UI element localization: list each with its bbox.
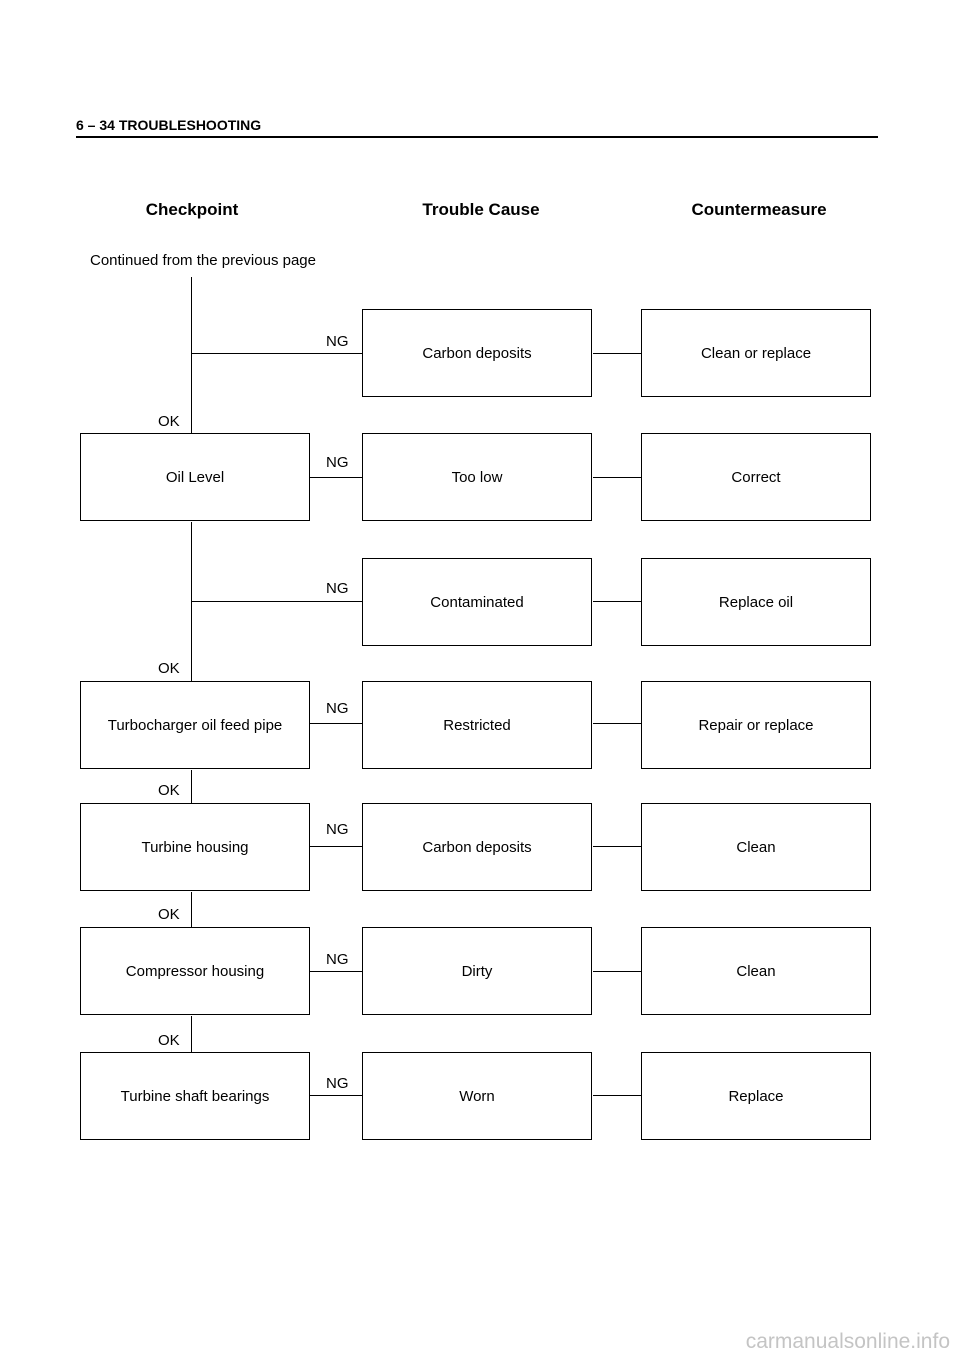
ng-label: NG	[326, 821, 349, 838]
ng-connector	[310, 971, 363, 972]
checkpoint-box	[80, 433, 310, 521]
countermeasure-text: Clean	[736, 838, 776, 856]
ng-connector	[191, 353, 363, 354]
header-rule	[76, 136, 878, 138]
trunk-line	[191, 522, 192, 682]
ng-connector	[310, 477, 363, 478]
cause-box	[362, 558, 592, 646]
measure-connector	[593, 1095, 642, 1096]
countermeasure-text: Replace	[728, 1087, 784, 1105]
measure-connector	[593, 601, 642, 602]
countermeasure-box	[641, 681, 871, 769]
cause-box	[362, 1052, 592, 1140]
checkpoint-text: Turbocharger oil feed pipe	[107, 716, 283, 734]
trunk-line	[191, 277, 192, 434]
cause-text: Too low	[451, 468, 503, 486]
countermeasure-box	[641, 1052, 871, 1140]
cause-text: Carbon deposits	[422, 838, 532, 856]
checkpoint-text: Compressor housing	[125, 962, 265, 980]
countermeasure-box	[641, 927, 871, 1015]
trunk-line	[191, 892, 192, 928]
measure-connector	[593, 971, 642, 972]
countermeasure-box	[641, 433, 871, 521]
checkpoint-text: Turbine housing	[141, 838, 249, 856]
measure-connector	[593, 477, 642, 478]
checkpoint-text: Oil Level	[165, 468, 225, 486]
countermeasure-text: Clean or replace	[700, 344, 812, 362]
cause-box	[362, 681, 592, 769]
ng-connector	[310, 846, 363, 847]
ng-label: NG	[326, 700, 349, 717]
cause-box	[362, 433, 592, 521]
countermeasure-text: Clean	[736, 962, 776, 980]
ng-connector	[310, 1095, 363, 1096]
ng-connector	[191, 601, 363, 602]
ng-label: NG	[326, 951, 349, 968]
cause-text: Contaminated	[430, 593, 524, 611]
page-header: 6 – 34 TROUBLESHOOTING	[76, 117, 262, 133]
cause-text: Worn	[459, 1087, 495, 1105]
cause-box	[362, 803, 592, 891]
checkpoint-box	[80, 1052, 310, 1140]
ok-label: OK	[158, 782, 180, 799]
ng-label: NG	[326, 1075, 349, 1092]
checkpoint-box	[80, 681, 310, 769]
ok-label: OK	[158, 1032, 180, 1049]
cause-text: Dirty	[461, 962, 493, 980]
cause-text: Carbon deposits	[422, 344, 532, 362]
countermeasure-box	[641, 309, 871, 397]
cause-box	[362, 927, 592, 1015]
measure-connector	[593, 846, 642, 847]
trunk-line	[191, 1016, 192, 1053]
ok-label: OK	[158, 660, 180, 677]
cause-text: Restricted	[443, 716, 511, 734]
countermeasure-text: Repair or replace	[698, 716, 814, 734]
checkpoint-box	[80, 927, 310, 1015]
ok-label: OK	[158, 906, 180, 923]
column-header-countermeasure: Countermeasure	[691, 200, 827, 219]
ng-label: NG	[326, 580, 349, 597]
measure-connector	[593, 723, 642, 724]
ng-label: NG	[326, 454, 349, 471]
trunk-line	[191, 770, 192, 804]
checkpoint-text: Turbine shaft bearings	[120, 1087, 270, 1105]
countermeasure-box	[641, 803, 871, 891]
checkpoint-box	[80, 803, 310, 891]
column-header-trouble-cause: Trouble Cause	[422, 200, 540, 219]
ng-connector	[310, 723, 363, 724]
watermark: carmanualsonline.info	[745, 1330, 950, 1353]
column-header-checkpoint: Checkpoint	[145, 200, 239, 219]
countermeasure-text: Replace oil	[718, 593, 794, 611]
countermeasure-text: Correct	[731, 468, 781, 486]
measure-connector	[593, 353, 642, 354]
ng-label: NG	[326, 333, 349, 350]
countermeasure-box	[641, 558, 871, 646]
ok-label: OK	[158, 413, 180, 430]
cause-box	[362, 309, 592, 397]
continued-note: Continued from the previous page	[90, 252, 316, 269]
